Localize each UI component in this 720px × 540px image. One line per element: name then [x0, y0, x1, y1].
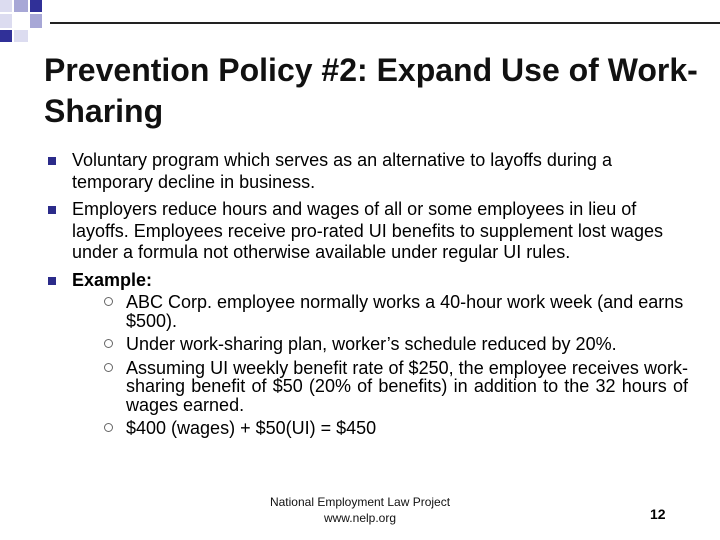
circle-bullet-icon	[104, 297, 113, 306]
bullet-item	[48, 270, 688, 438]
square-bullet-icon	[48, 157, 56, 165]
deco-square	[14, 30, 28, 42]
footer-org: National Employment Law Project	[269, 495, 451, 509]
bullet-item	[48, 150, 688, 193]
header-rule	[50, 5, 720, 24]
deco-square	[0, 14, 12, 28]
deco-square	[30, 14, 42, 28]
bullet-list	[48, 150, 688, 444]
slide-title: Prevention Policy #2: Expand Use of Work-Sharing	[44, 52, 698, 129]
deco-square	[0, 30, 12, 42]
bullet-text: Employers reduce hours and wages of all or some employees in lieu of layoffs. Employees receive pro-rated UI benefits to supplement lost wages under a formula not otherwise available under regular UI rules.	[72, 199, 663, 262]
sub-bullet-text: ABC Corp. employee normally works a 40-hour work week (and earns $500).	[126, 292, 684, 331]
sub-bullet-item	[96, 359, 688, 415]
square-bullet-icon	[48, 277, 56, 285]
sub-bullet-list	[96, 293, 688, 438]
circle-bullet-icon	[104, 423, 113, 432]
decorative-header	[0, 0, 720, 50]
circle-bullet-icon	[104, 339, 113, 348]
bullet-text: Voluntary program which serves as an alternative to layoffs during a temporary decline in business.	[72, 150, 612, 192]
circle-bullet-icon	[104, 363, 113, 372]
sub-bullet-text: Assuming UI weekly benefit rate of $250, the employee receives work-sharing benefit of $50 (20% of benefits) in addition to the 32 hours of wages earned.	[126, 357, 688, 415]
deco-square	[0, 0, 12, 12]
page-number: 12	[650, 506, 666, 522]
sub-bullet-item	[96, 335, 688, 354]
sub-bullet-item	[96, 419, 688, 438]
footer-url: www.nelp.org	[323, 511, 397, 525]
footer	[252, 494, 468, 526]
bullet-item	[48, 199, 688, 264]
sub-bullet-text: Under work-sharing plan, worker’s schedule reduced by 20%.	[126, 334, 617, 354]
square-bullet-icon	[48, 206, 56, 214]
deco-square	[30, 0, 42, 12]
bullet-text: Example:	[72, 269, 153, 290]
deco-square	[14, 0, 28, 12]
sub-bullet-item	[96, 293, 688, 330]
sub-bullet-text: $400 (wages) + $50(UI) = $450	[126, 418, 377, 438]
